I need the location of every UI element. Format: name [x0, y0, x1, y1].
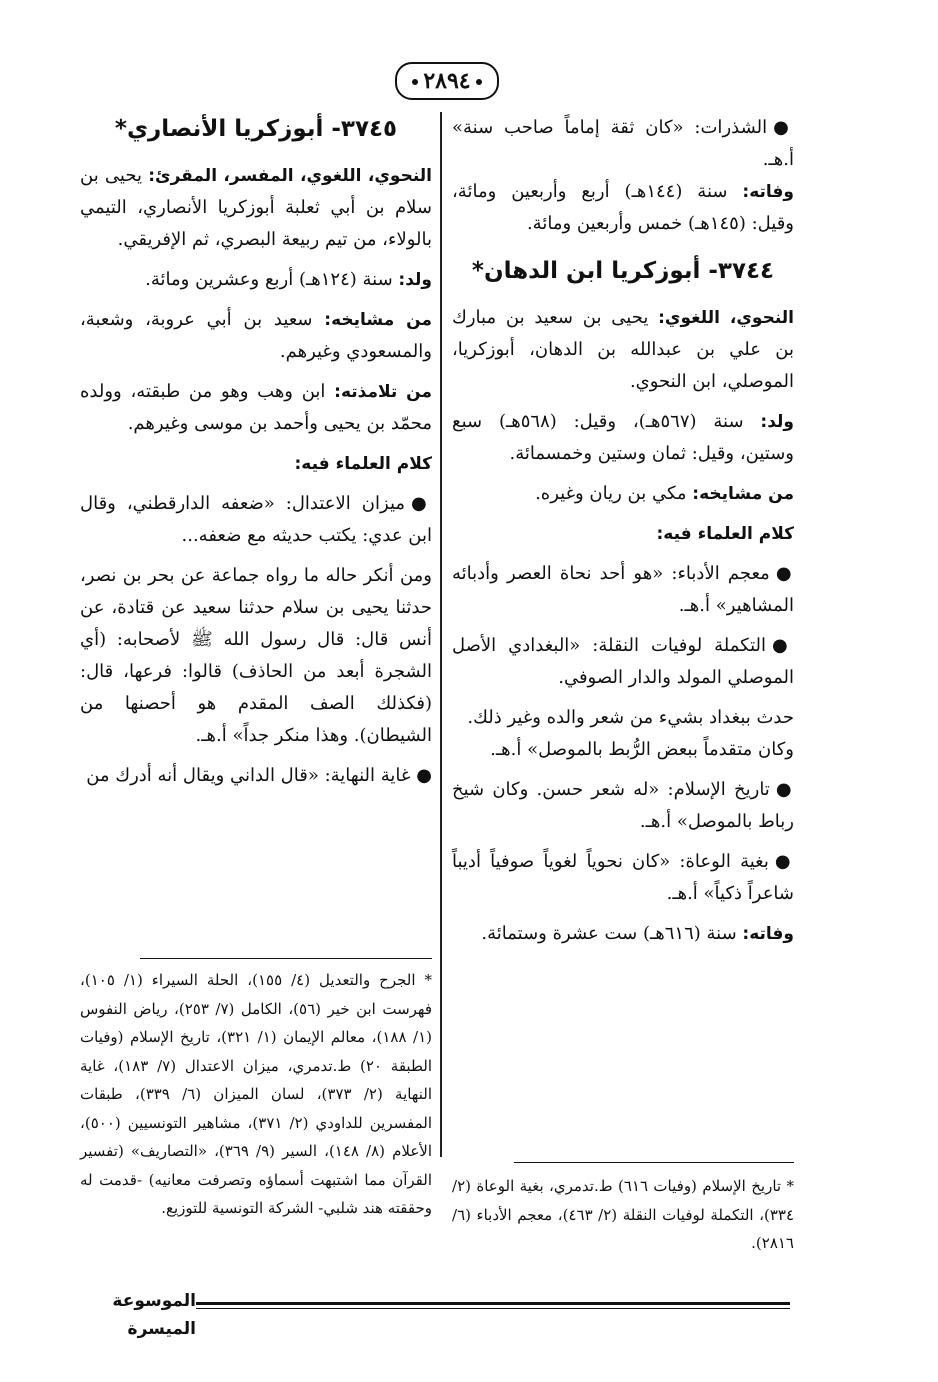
footer-book-title: الموسوعة الميسرة: [112, 1291, 196, 1339]
bullet-icon: ●: [775, 779, 794, 800]
paragraph: من تلامذته: ابن وهب وهو من طبقته، وولده محمّد بن يحيى وأحمد بن موسى وغيرهم.: [80, 381, 432, 434]
paragraph: ●تاريخ الإسلام: «له شعر حسن. وكان شيخ رباط بالموصل» أ.هـ.: [452, 779, 794, 832]
entry-title-3744: ٣٧٤٤- أبوزكريا ابن الدهان*: [471, 258, 775, 284]
paragraph: وفاته: سنة (٦١٦هـ) ست عشرة وستمائة.: [481, 923, 794, 944]
dot-ornament-icon: [412, 79, 418, 85]
bullet-icon: ●: [772, 635, 794, 656]
paragraph: وكان متقدماً ببعض الرُّبط بالموصل» أ.هـ.: [490, 739, 794, 760]
paragraph: ●بغية الوعاة: «كان نحوياً لغوياً صوفياً أديباً شاعراً ذكياً» أ.هـ.: [452, 851, 794, 904]
paragraph: ●التكملة لوفيات النقلة: «البغدادي الأصل الموصلي المولد والدار الصوفي.: [452, 635, 794, 688]
paragraph: النحوي، اللغوي: يحيى بن سعيد بن مبارك بن علي بن عبدالله بن الدهان، أبوزكريا، الموصلي، ابن النحوي.: [452, 307, 794, 392]
paragraph: من مشايخه: سعيد بن أبي عروبة، وشعبة، والمسعودي وغيرهم.: [80, 309, 432, 362]
right-column: [452, 112, 794, 950]
paragraph: ●غاية النهاية: «قال الداني ويقال أنه أدرك من: [86, 765, 432, 786]
bullet-icon: ●: [773, 117, 794, 138]
bullet-icon: ●: [411, 493, 432, 514]
footer-rule: [196, 1302, 790, 1305]
footnote-rule: [514, 1162, 794, 1163]
paragraph: ●ميزان الاعتدال: «ضعفه الدارقطني، وقال ابن عدي: يكتب حديثه مع ضعفه...: [80, 493, 432, 546]
footnote-rule: [140, 958, 432, 959]
section-heading: كلام العلماء فيه:: [656, 524, 794, 544]
dot-ornament-icon: [476, 79, 482, 85]
bullet-icon: ●: [416, 765, 432, 786]
paragraph: حدث ببغداد بشيء من شعر والده وغير ذلك.: [467, 707, 794, 728]
footnote-right: * تاريخ الإسلام (وفيات ٦١٦) ط.تدمري، بغية الوعاة (٢/ ٣٣٤)، التكملة لوفيات النقلة (٢/ ٤٦٣)، معجم الأدباء (٦/ ٢٨١٦).: [452, 1177, 794, 1252]
page-number-text: ٢٨٩٤: [423, 68, 471, 94]
bullet-icon: ●: [775, 563, 794, 584]
paragraph: ●معجم الأدباء: «هو أحد نحاة العصر وأدبائه المشاهير» أ.هـ.: [452, 563, 794, 616]
footer-rule-thin: [196, 1308, 790, 1309]
paragraph: ولد: سنة (٥٦٧هـ)، وقيل: (٥٦٨هـ) سبع وستين، وقيل: ثمان وستين وخمسمائة.: [452, 411, 794, 464]
paragraph: وفاته: سنة (١٤٤هـ) أربع وأربعين ومائة، وقيل: (١٤٥هـ) خمس وأربعين ومائة.: [452, 181, 794, 234]
paragraph: ولد: سنة (١٢٤هـ) أربع وعشرين ومائة.: [145, 269, 432, 290]
footnote-left: * الجرح والتعديل (٤/ ١٥٥)، الحلة السيراء (١/ ١٠٥)، فهرست ابن خير (٥٦)، الكامل (٧/ ٢٥٣)، رياض النفوس (١/ ١٨٨)، معالم الإيمان (١/ ٣٢١)، تاريخ الإسلام (وفيات الطبقة ٢٠) ط.تدمري، ميزان الاعتدال (٧/ ١٨٣)، غاية النهاية (٢/ ٣٧٣)، لسان الميزان (٦/ ٣٣٩)، طبقات المفسرين للداودي (٢/ ٣٧١)، مشاهير التونسيين (٥٠٠)، الأعلام (٨/ ١٤٨)، السير (٩/ ٣٦٩)، «التصاريف» (تفسير القرآن مما اشتبهت أسماؤه وتصرفت معانيه) -قدمت له وحققته هند شلبي- الشركة التونسية للتوزيع.: [80, 971, 433, 1217]
paragraph: من مشايخه: مكي بن ريان وغيره.: [535, 483, 794, 504]
column-divider: [440, 112, 442, 1157]
left-column: [80, 112, 432, 792]
paragraph: النحوي، اللغوي، المفسر، المقرئ: يحيى بن سلام بن أبي ثعلبة أبوزكريا الأنصاري، التيمي بالولاء، من تيم ربيعة البصري، ثم الإفريقي.: [80, 165, 432, 250]
paragraph: ومن أنكر حاله ما رواه جماعة عن بحر بن نصر، حدثنا يحيى بن سلام حدثنا سعيد عن قتادة، عن أنس قال: قال رسول الله ﷺ لأصحابه: (أي الشجرة أبعد من الحاذف) قالوا: فرعها، قال: (فكذلك الصف المقدم هو أحصنها من الشيطان). وهذا منكر جداً» أ.هـ.: [80, 565, 432, 746]
page-number: [395, 62, 499, 100]
paragraph: ●الشذرات: «كان ثقة إماماً صاحب سنة» أ.هـ.: [452, 117, 794, 170]
section-heading: كلام العلماء فيه:: [294, 454, 432, 474]
bullet-icon: ●: [774, 851, 794, 872]
entry-title-3745: ٣٧٤٥- أبوزكريا الأنصاري*: [114, 116, 398, 142]
